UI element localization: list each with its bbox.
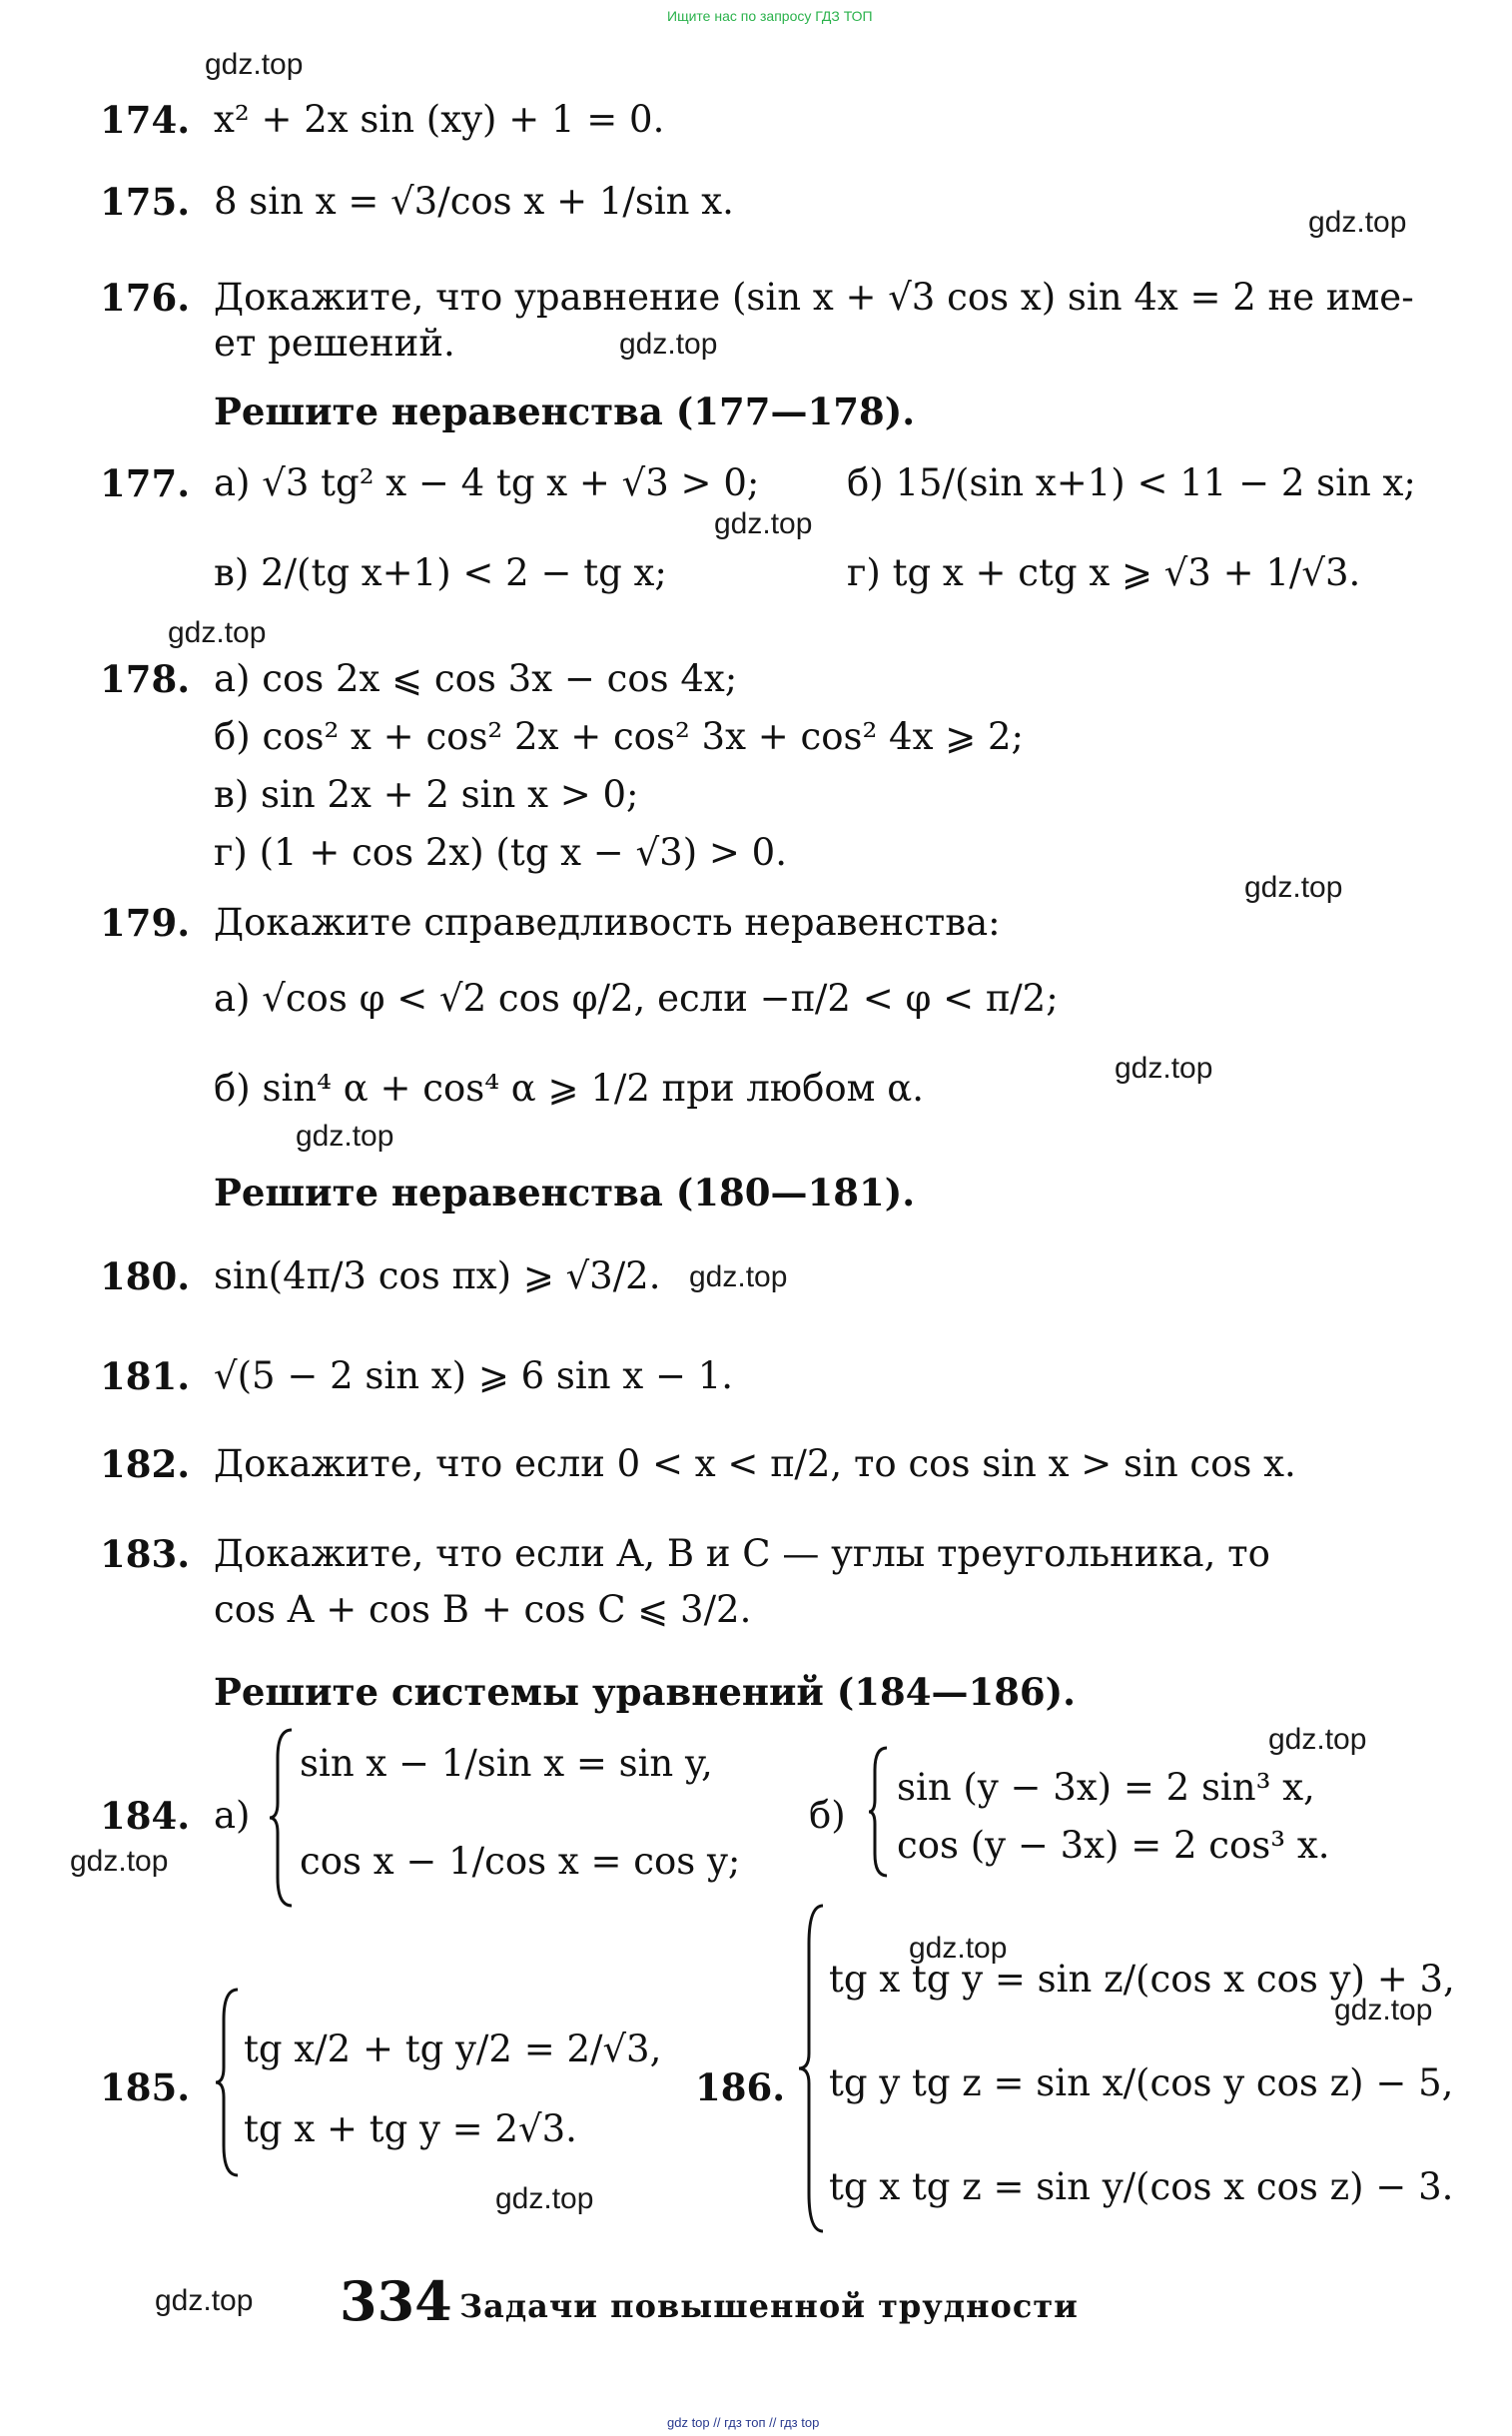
subproblem-a: а) √3 tg² x − 4 tg x + √3 > 0; (214, 461, 760, 504)
subproblem-b: б) 15/(sin x+1) < 11 − 2 sin x; (847, 461, 1416, 504)
problem-number: 182. (100, 1442, 191, 1486)
part-label-b: б) (809, 1794, 846, 1837)
watermark: gdz.top (689, 1260, 788, 1293)
watermark: gdz.top (909, 1932, 1008, 1965)
watermark: gdz.top (1268, 1723, 1367, 1756)
watermark: gdz.top (619, 328, 718, 361)
section-heading: Решите неравенства (180—181). (214, 1171, 916, 1215)
watermark: gdz.top (714, 507, 813, 540)
problem-number: 179. (100, 901, 191, 945)
problem-text-continued: ет решений. (214, 322, 455, 365)
section-heading: Решите неравенства (177—178). (214, 390, 916, 433)
problem-number: 184. (100, 1794, 191, 1838)
problem-number: 174. (100, 98, 191, 142)
subproblem-c: в) sin 2x + 2 sin x > 0; (214, 773, 639, 816)
subproblem-a: а) √cos φ < √2 cos φ/2, если −π/2 < φ < π/2; (214, 977, 1059, 1020)
problem-text: x² + 2x sin (xy) + 1 = 0. (214, 98, 665, 141)
system-equation: cos (y − 3x) = 2 cos³ x. (897, 1824, 1330, 1867)
problem-text-continued: cos A + cos B + cos C ⩽ 3/2. (214, 1588, 752, 1631)
watermark: gdz.top (1308, 206, 1407, 239)
subproblem-c: в) 2/(tg x+1) < 2 − tg x; (214, 551, 667, 594)
watermark: gdz.top (155, 2284, 254, 2317)
subproblem-b: б) sin⁴ α + cos⁴ α ⩾ 1/2 при любом α. (214, 1067, 924, 1110)
watermark: gdz.top (1115, 1052, 1213, 1085)
system-brace (867, 1746, 891, 1878)
part-label-a: а) (214, 1794, 251, 1837)
page-number: 334 (340, 2269, 452, 2333)
system-equation: tg x + tg y = 2√3. (244, 2107, 577, 2150)
watermark: gdz.top (1244, 871, 1343, 904)
problem-text: Докажите, что если 0 < x < π/2, то cos sin x > sin cos x. (214, 1442, 1296, 1485)
system-equation: sin x − 1/sin x = sin y, (300, 1742, 713, 1785)
watermark: gdz.top (495, 2182, 594, 2215)
system-equation: cos x − 1/cos x = cos y; (300, 1840, 741, 1883)
watermark: gdz.top (168, 616, 267, 649)
watermark: gdz.top (296, 1120, 394, 1153)
problem-number: 186. (695, 2065, 786, 2109)
problem-text: 8 sin x = √3/cos x + 1/sin x. (214, 180, 734, 223)
problem-text: sin(4π/3 cos πx) ⩾ √3/2. (214, 1254, 661, 1297)
top-search-note: Ищите нас по запросу ГДЗ ТОП (667, 8, 873, 24)
system-brace (268, 1728, 296, 1908)
watermark: gdz.top (205, 48, 304, 81)
problem-number: 185. (100, 2065, 191, 2109)
subproblem-a: а) cos 2x ⩽ cos 3x − cos 4x; (214, 657, 738, 700)
system-brace (797, 1904, 827, 2233)
section-heading: Решите системы уравнений (184—186). (214, 1670, 1077, 1714)
problem-number: 177. (100, 461, 191, 505)
problem-text: √(5 − 2 sin x) ⩾ 6 sin x − 1. (214, 1354, 734, 1397)
problem-text: Докажите, что уравнение (sin x + √3 cos x) sin 4x = 2 не име- (214, 276, 1414, 319)
watermark: gdz.top (70, 1845, 169, 1878)
subproblem-d: г) tg x + ctg x ⩾ √3 + 1/√3. (847, 551, 1361, 594)
problem-number: 176. (100, 276, 191, 320)
subproblem-d: г) (1 + cos 2x) (tg x − √3) > 0. (214, 831, 787, 874)
problem-number: 175. (100, 180, 191, 224)
system-equation: tg y tg z = sin x/(cos y cos z) − 5, (829, 2061, 1454, 2104)
problem-text: Докажите, что если A, B и C — углы треугольника, то (214, 1532, 1270, 1575)
problem-number: 183. (100, 1532, 191, 1576)
system-equation: tg x/2 + tg y/2 = 2/√3, (244, 2028, 662, 2070)
problem-number: 178. (100, 657, 191, 701)
watermark: gdz.top (1334, 1994, 1433, 2027)
problem-text: Докажите справедливость неравенства: (214, 901, 1001, 944)
subproblem-b: б) cos² x + cos² 2x + cos² 3x + cos² 4x ⩾ 2; (214, 715, 1024, 758)
system-equation: tg x tg z = sin y/(cos x cos z) − 3. (829, 2165, 1454, 2208)
footer-title: Задачи повышенной трудности (459, 2287, 1079, 2325)
problem-number: 181. (100, 1354, 191, 1398)
system-brace (214, 1988, 242, 2177)
system-equation: sin (y − 3x) = 2 sin³ x, (897, 1766, 1315, 1809)
problem-number: 180. (100, 1254, 191, 1298)
bottom-note: gdz top // гдз топ // гдз top (667, 2415, 820, 2430)
system-equation: tg x tg y = sin z/(cos x cos y) + 3, (829, 1958, 1455, 2001)
